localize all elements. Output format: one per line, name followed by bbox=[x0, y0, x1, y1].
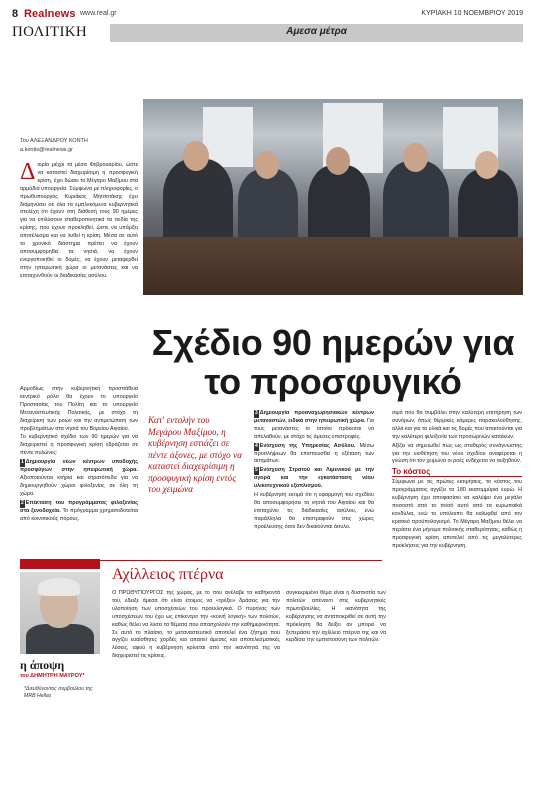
byline-email: a.kontis@realnews.gr bbox=[20, 147, 73, 153]
point-item bbox=[254, 410, 374, 442]
point-item bbox=[254, 467, 374, 491]
author-photo bbox=[20, 572, 100, 654]
issue-date: ΚΥΡΙΑΚΗ 10 ΝΟΕΜΒΡΙΟΥ 2019 bbox=[421, 10, 523, 17]
article-column-4 bbox=[392, 410, 522, 551]
paragraph: Αξίζει να σημειωθεί πως ως σταθερός συνάγνωστης για την υιοθέτηση του νέου σχεδίου αναφέρεται η γνώση ότι τον χειμώνα οι ροές ενδέχεται να αυξηθούν. bbox=[392, 442, 522, 465]
opinion-tab bbox=[20, 559, 100, 569]
byline: Του ΑΛΕΞΑΝΔΡΟΥ ΚΟΝΤΗ bbox=[20, 138, 88, 144]
opinion-label: η άποψη bbox=[20, 658, 65, 672]
opinion-author: του ΔΗΜΗΤΡΗ ΜΑΥΡΟΥ* bbox=[20, 673, 85, 679]
point-title: Δημιουργία προαναχωρησιακών κέντρων μεταναστών, ειδικά στην ηπειρωτική χώρα. bbox=[254, 410, 374, 424]
site-url: www.real.gr bbox=[80, 10, 117, 17]
paragraph: Το κυβερνητικό σχέδιο των 90 ημερών για να διαχειριστεί η προσφυγική κρίση εδράζεται σε πέντε πυλώνες: bbox=[20, 434, 138, 457]
point-title: Δημιουργία νέων κέντρων υποδοχής προσφύγων στην ηπειρωτική χώρα. bbox=[20, 459, 138, 474]
opinion-author-role: *Διευθύνοντος συμβούλου της MRB Hellas bbox=[24, 686, 93, 699]
point-text: Μέσω προσλήψεων θα επισπευσθεί η εξέταση των αιτημάτων. bbox=[254, 442, 374, 465]
paragraph: σιμό που θα συμβάλει στην καλύτερη επιτήρηση των συνόρων, όπως θερμικές κάμερες παρακολούθησης, αλλά και για τα υλικά και τις δομές που απαιτούνται για την καλύτερη φιλοξενία των προσωρινών κατοίκων. bbox=[392, 410, 522, 440]
article-lead-column bbox=[20, 159, 138, 281]
point-title: Ενίσχυση Στρατού και Λιμενικού με την αγορά και την εγκατάσταση νέου υλικοτεχνικού εξοπλισμού. bbox=[254, 467, 374, 490]
point-text: Το πρόγραμμα χρηματοδοτείται από κοινοτικούς πόρους. bbox=[20, 507, 138, 522]
article-column-1b bbox=[20, 386, 138, 524]
pull-quote: Κατ' εντολήν του Μεγάρου Μαξίμου, η κυβέρνηση εστιάζει σε πέντε άξονες, με στόχο να καταστεί διαχειρίσιμη η προσφυγική κρίση εντός του χειμώνα bbox=[148, 416, 242, 495]
dropcap: Δ bbox=[20, 159, 36, 185]
opinion-column-2: συγκεκριμένο θέμα είναι η δυσπιστία των πολιτών απέναντι στις κυβερνητικές πρωτοβουλίες. Η ικανότητα της κυβέρνησης να ανταποκριθεί σε αυτή την πρόκληση θα δείξει αν μπορεί να ξεπεράσει την αχίλλειο πτέρνα της και να κερδίσει την εμπιστοσύνη των πολιτών. bbox=[286, 590, 386, 644]
paragraph: Αρμοδίως στην κυβερνητική προσπάθεια κεντρικό ρόλο θα έχουν το υπουργείο Προστασίας του Πολίτη και το υπουργείο Μεταναστευτικής Πολιτικής, με στόχο τη διαχείριση των ροών και την αντιμετώπιση των προβλημάτων στα νησιά του Βορείου Αιγαίου. bbox=[20, 386, 138, 432]
point-number: 2 bbox=[21, 499, 24, 506]
opinion-column-1: Ο ΠΡΩΘΥΠΟΥΡΓΟΣ της χώρας, με το που ανέλαβε τα καθήκοντά του, έδειξε άμεσα ότι είναι έτοιμος να «τρέξει» δράσεις για την υλοποίηση των υποσχέσεών του προεκλογικά. Ο πυρήνας των υποσχέσεων του έχει ως επίκεντρο την «κοινή λογική» των πολιτών, καθώς θέλει να λύσει τα θέματα που απασχολούν την καθημερινότητα. Σε αυτό το πλαίσιο, το μεταναστευτικό αποτελεί ένα ζήτημα που αγγίζει ευαίσθητες χορδές και απαιτεί άμεσες και αποτελεσματικές λύσεις, αφού η κυβέρνηση κρίνεται από την ικανότητά της να διαχειριστεί τις κρίσεις. bbox=[112, 590, 280, 660]
point-text: Για τους μετανάστες οι οποίοι πρόκειται να απελαθούν, με στόχο τις άμεσες επιστροφές. bbox=[254, 417, 375, 440]
paragraph: Η κυβέρνηση εκτιμά ότι η εφαρμογή του σχεδίου θα αποσυμφορήσει τα νησιά του Αιγαίου και θα επιταχύνει τις διαδικασίες ασύλου, ενώ παράλληλα θα επιστραφούν στις χώρες προέλευσης όσοι δεν δικαιούνται άσυλο. bbox=[254, 492, 374, 530]
lead-paragraph: ιορία μέχρι τα μέσα Φεβρουαρίου, ώστε να καταστεί διαχειρίσιμη η προσφυγική κρίση, έχει δώσει το Μέγαρο Μαξίμου στα αρμόδια υπουργεία. Σύμφωνα με πληροφορίες, ο πρωθυπουργός Κυριάκος Μητσοτάκης έχει διαμηνύσει σε όλα τα εμπλεκόμενα κυβερνητικά στελέχη ότι έχουν στη διάθεσή τους 90 ημέρες για να επιλύσουν σταθεροποιητικά τα πεδία της κρίσης, που έχουν προκληθεί, ώστε να υπάρξει αποτέλεσμα και να λυθεί η κρίση. Μέσα σε αυτό το χρονικό διάστημα πρέπει να έχουν αποσυμφορηθεί τα νησιά, να έχουν ενεργοποιηθεί οι δομές, να έχουν μεταφερθεί στην ηπειρωτική χώρα οι μετανάστες και να επιταχυνθούν οι διαδικασίες ασύλου. bbox=[20, 162, 138, 279]
point-text: Αξιοποιούνται κτήρια και στρατόπεδα για να δημιουργηθούν χώροι φιλοξενίας σε όλη τη χώρα. bbox=[20, 474, 138, 497]
point-item bbox=[20, 500, 138, 524]
article-photo bbox=[143, 99, 523, 295]
point-number: 4 bbox=[255, 442, 258, 449]
logo: Realnews bbox=[24, 8, 76, 20]
point-number: 5 bbox=[255, 467, 258, 474]
point-title: Ενίσχυση της Υπηρεσίας Ασύλου. bbox=[259, 442, 356, 449]
section-tag: Αμεσα μέτρα bbox=[286, 26, 347, 37]
top-bar bbox=[12, 8, 523, 22]
point-number: 3 bbox=[255, 410, 258, 416]
opinion-title: Αχίλλειος πτέρνα bbox=[112, 566, 224, 583]
point-number: 1 bbox=[21, 459, 24, 466]
point-item bbox=[254, 443, 374, 467]
section-tag-bar bbox=[110, 24, 523, 42]
section-header bbox=[12, 24, 523, 42]
subheading: Το κόστος bbox=[392, 468, 522, 477]
paragraph: Σύμφωνα με τις πρώτες εκτιμήσεις, το κόστος του προγράμματος αγγίζει τα 180 εκατομμύρια ευρώ. Η κυβέρνηση έχει αποφασίσει να καλύψει ένα μεγάλο ποσοστό από το ποσό αυτό από τα ευρωπαϊκά κονδύλια, ενώ το υπόλοιπο θα καλυφθεί από τον κρατικό προϋπολογισμό. Το Μέγαρο Μαξίμου θέλει να περάσει ένα μήνυμα πολιτικής σταθερότητας, καθώς η προσφυγική κρίση αποτελεί από τις μεγαλύτερες προκλήσεις για την κυβέρνηση. bbox=[392, 479, 522, 549]
point-item bbox=[20, 459, 138, 499]
section-name: ΠΟΛΙΤΙΚΗ bbox=[12, 24, 88, 40]
headline: Σχέδιο 90 ημερών για το προσφυγικό bbox=[151, 322, 515, 402]
article-column-3 bbox=[254, 410, 374, 533]
page-number: 8 bbox=[12, 8, 19, 20]
point-title: Επέκταση του προγράμματος φιλοξενίας στα ξενοδοχεία. bbox=[20, 499, 138, 514]
